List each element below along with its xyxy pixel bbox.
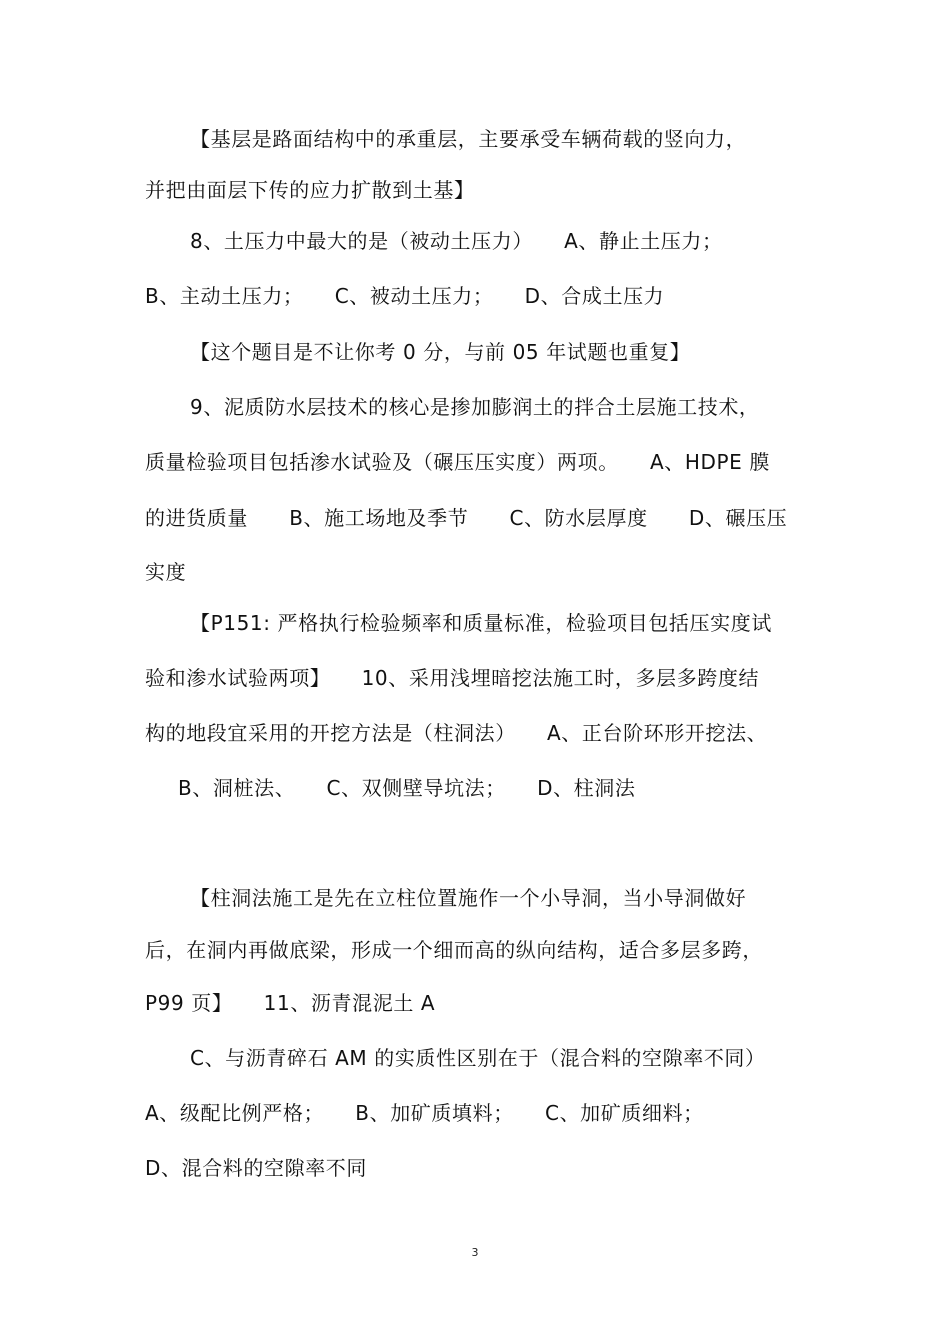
text-line: C、与沥青碎石 AM 的实质性区别在于（混合料的空隙率不同） xyxy=(190,1046,766,1070)
text-line: 的进货质量 B、施工场地及季节 C、防水层厚度 D、碾压压 xyxy=(145,506,788,530)
text-line: 【P151: 严格执行检验频率和质量标准，检验项目包括压实度试 xyxy=(190,611,772,635)
text-line: B、主动土压力； C、被动土压力； D、合成土压力 xyxy=(145,284,665,308)
text-line: 9、泥质防水层技术的核心是掺加膨润土的拌合土层施工技术， xyxy=(190,395,760,419)
text-line: A、级配比例严格； B、加矿质填料； C、加矿质细料； xyxy=(145,1101,704,1125)
text-line: P99 页】 11、沥青混泥土 A xyxy=(145,991,436,1015)
text-line: 【这个题目是不让你考 0 分，与前 05 年试题也重复】 xyxy=(190,340,691,364)
text-line: 质量检验项目包括渗水试验及（碾压压实度）两项。 A、HDPE 膜 xyxy=(145,450,770,474)
text-line: 【基层是路面结构中的承重层，主要承受车辆荷载的竖向力， xyxy=(190,127,747,151)
text-line: D、混合料的空隙率不同 xyxy=(145,1156,368,1180)
text-line: 验和渗水试验两项】 10、采用浅埋暗挖法施工时，多层多跨度结 xyxy=(145,666,760,690)
page-number: 3 xyxy=(471,1246,479,1259)
text-line: 【柱洞法施工是先在立柱位置施作一个小导洞，当小导洞做好 xyxy=(190,886,747,910)
text-line: 构的地段宜采用的开挖方法是（柱洞法） A、正台阶环形开挖法、 xyxy=(145,721,768,745)
text-line: 8、土压力中最大的是（被动土压力） A、静止土压力； xyxy=(190,229,723,253)
text-line: 并把由面层下传的应力扩散到土基】 xyxy=(145,178,475,202)
text-line: 后，在洞内再做底梁，形成一个细而高的纵向结构，适合多层多跨， xyxy=(145,938,763,962)
text-line: 实度 xyxy=(145,560,187,584)
text-line: B、洞桩法、 C、双侧壁导坑法； D、柱洞法 xyxy=(178,776,636,800)
